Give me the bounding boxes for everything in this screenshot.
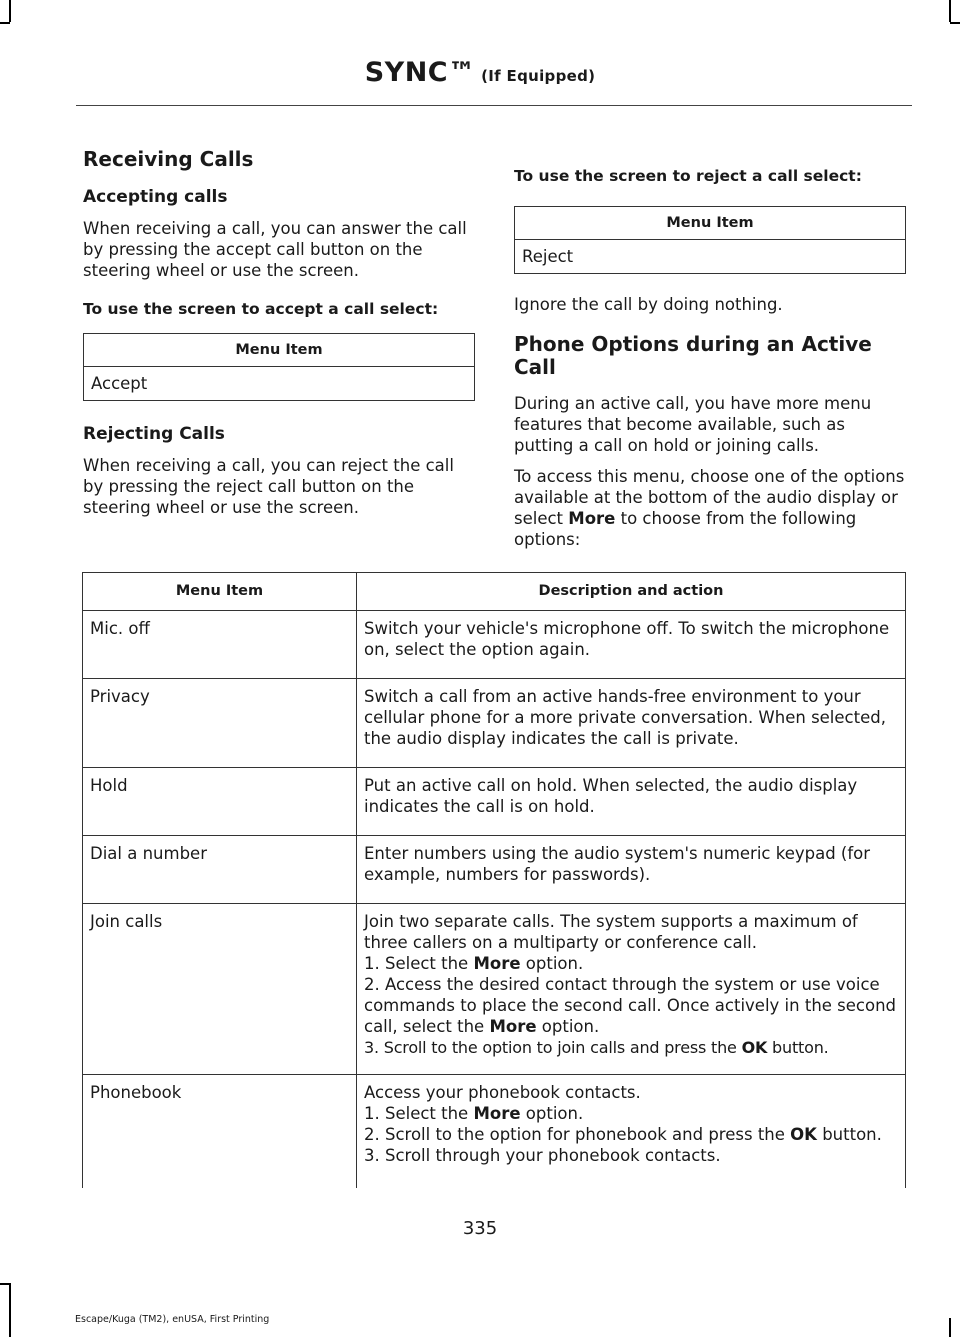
menu-item: Dial a number [83,836,357,904]
crop-mark [949,0,951,22]
reject-instruction: To use the screen to reject a call select: [514,167,862,185]
options-heading: Phone Options during an Active Call [514,332,872,379]
crop-mark [950,22,960,24]
access-text: To access this menu, choose one of the options available at the bottom of the audio display or select More to choose from the following options: [514,467,905,549]
description: Join two separate calls. The system supports a maximum of three callers on a multiparty or conference call. 1. Select the More option. 2. Access the desired contact through the system or use voice commands to place the second call. Once actively in the second call, select the More option. 3. Scroll to the option to join calls and press the OK button. [357,904,906,1075]
description: Put an active call on hold. When selected, the audio display indicates the call is on hold. [357,768,906,836]
crop-mark [9,0,11,22]
accept-table [83,333,475,401]
menu-item: Hold [83,768,357,836]
header-rule [76,105,912,106]
table-header-row [83,573,906,611]
description: Switch a call from an active hands-free environment to your cellular phone for a more private conversation. When selected, the audio display indicates the call is private. [357,679,906,768]
table-cell: Reject [515,240,906,274]
reject-table [514,206,906,274]
crop-mark [9,1283,11,1337]
right-column [514,146,906,568]
menu-item: Phonebook [83,1075,357,1189]
accept-instruction: To use the screen to accept a call select: [83,300,439,318]
rejecting-text: When receiving a call, you can reject the call by pressing the reject call button on the steering wheel or use the screen. [83,456,454,517]
table-row [83,768,906,836]
footer-text: Escape/Kuga (TM2), enUSA, First Printing [75,1314,270,1325]
table-row [83,1075,906,1189]
description: Enter numbers using the audio system's numeric keypad (for example, numbers for passwords). [357,836,906,904]
header-title: SYNC™ [364,57,476,88]
section-title: Receiving Calls [83,147,254,171]
menu-item: Privacy [83,679,357,768]
table-row [83,904,906,1075]
table-row [83,679,906,768]
menu-item: Join calls [83,904,357,1075]
page-number: 335 [462,1218,498,1239]
ignore-text: Ignore the call by doing nothing. [514,295,783,314]
options-table-wrap [82,572,906,1188]
crop-mark [949,1318,951,1337]
table-cell: Accept [84,367,475,401]
menu-item: Mic. off [83,611,357,679]
col-description: Description and action [357,573,906,611]
left-column [83,146,475,536]
options-table [82,572,906,1188]
accepting-heading: Accepting calls [83,187,228,207]
description: Access your phonebook contacts. 1. Select the More option. 2. Scroll to the option for phonebook and press the OK button. 3. Scroll through your phonebook contacts. [357,1075,906,1189]
page-header [0,57,960,88]
header-subtitle: (If Equipped) [475,67,596,85]
table-row [83,611,906,679]
crop-mark [0,1283,10,1285]
description: Switch your vehicle's microphone off. To switch the microphone on, select the option again. [357,611,906,679]
crop-mark [0,22,10,24]
rejecting-heading: Rejecting Calls [83,424,225,444]
table-header: Menu Item [84,334,475,367]
table-header: Menu Item [515,207,906,240]
accepting-text: When receiving a call, you can answer the call by pressing the accept call button on the steering wheel or use the screen. [83,219,467,280]
col-menu-item: Menu Item [83,573,357,611]
options-text: During an active call, you have more menu features that become available, such as putting a call on hold or joining calls. [514,394,872,455]
table-row [83,836,906,904]
